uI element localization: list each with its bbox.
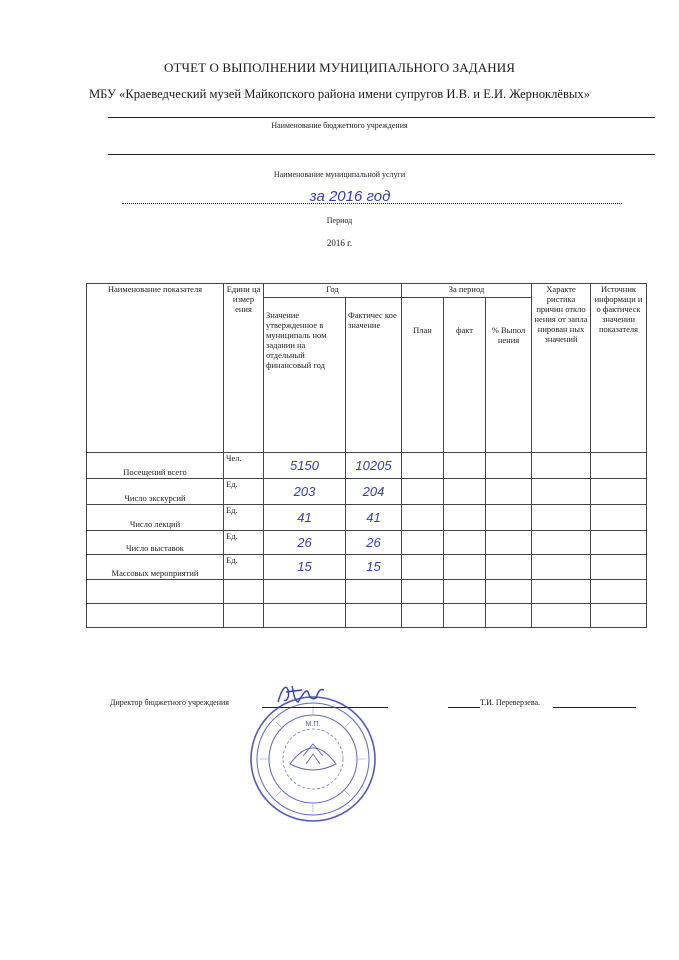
organization-name: МБУ «Краеведческий музей Майкопского района имени супругов И.В. и Е.И. Жерноклёвых»: [88, 87, 590, 101]
row-unit: Ед.: [224, 555, 264, 580]
divider: [108, 154, 655, 155]
row-unit: Чел.: [224, 453, 264, 479]
row-approved: 15: [264, 555, 346, 580]
indicators-table: [86, 283, 647, 628]
header-percent: % Выпол нения: [486, 298, 532, 453]
header-year-approved: Значение утвержденное в муниципаль ном задании на отдельный финансовый год: [264, 298, 346, 453]
row-actual: 15: [346, 555, 402, 580]
header-year: Год: [264, 284, 402, 298]
table-row: [87, 604, 647, 628]
header-unit: Едини ца измер ения: [224, 284, 264, 453]
table-row: [87, 479, 647, 505]
row-actual: 10205: [346, 453, 402, 479]
divider: [108, 117, 655, 118]
org-caption: Наименование бюджетного учреждения: [271, 121, 408, 130]
row-approved: 5150: [264, 453, 346, 479]
row-actual: 204: [346, 479, 402, 505]
row-name: Число выставок: [87, 531, 224, 555]
row-name: Массовых мероприятий: [87, 555, 224, 580]
header-year-actual: Фактичес кое значение: [346, 298, 402, 453]
header-reasons: Характе ристика причин откло нения от запла нирован ных значений: [532, 284, 591, 453]
header-name: Наименование показателя: [87, 284, 224, 453]
header-period: За период: [402, 284, 532, 298]
header-fact: факт: [444, 298, 486, 453]
header-plan: План: [402, 298, 444, 453]
row-approved: 26: [264, 531, 346, 555]
row-unit: Ед.: [224, 479, 264, 505]
header-source: Источник информаци и о фактическ значении показателя: [591, 284, 647, 453]
director-name: Т.И. Переверзева.: [480, 698, 541, 707]
row-unit: Ед.: [224, 531, 264, 555]
report-year: 2016 г.: [326, 238, 353, 248]
stamp-mark: М.П.: [305, 721, 321, 728]
service-caption: Наименование муниципальной услуги: [273, 170, 406, 179]
table-row: [87, 580, 647, 604]
row-name: Посещений всего: [87, 453, 224, 479]
row-actual: 26: [346, 531, 402, 555]
row-name: Число лекций: [87, 505, 224, 531]
signature-line: [553, 707, 636, 708]
row-actual: 41: [346, 505, 402, 531]
table-row: [87, 531, 647, 555]
row-approved: 41: [264, 505, 346, 531]
table-row: [87, 555, 647, 580]
table-row: [87, 505, 647, 531]
row-approved: 203: [264, 479, 346, 505]
row-unit: Ед.: [224, 505, 264, 531]
period-handwritten: за 2016 год: [309, 188, 391, 205]
report-title: ОТЧЕТ О ВЫПОЛНЕНИИ МУНИЦИПАЛЬНОГО ЗАДАНИЯ: [164, 60, 515, 75]
signature-line: [448, 707, 480, 708]
table-row: [87, 453, 647, 479]
official-stamp: [248, 694, 378, 824]
director-label: Директор бюджетного учреждения: [110, 698, 229, 707]
period-caption: Период: [326, 216, 353, 225]
row-name: Число экскурсий: [87, 479, 224, 505]
